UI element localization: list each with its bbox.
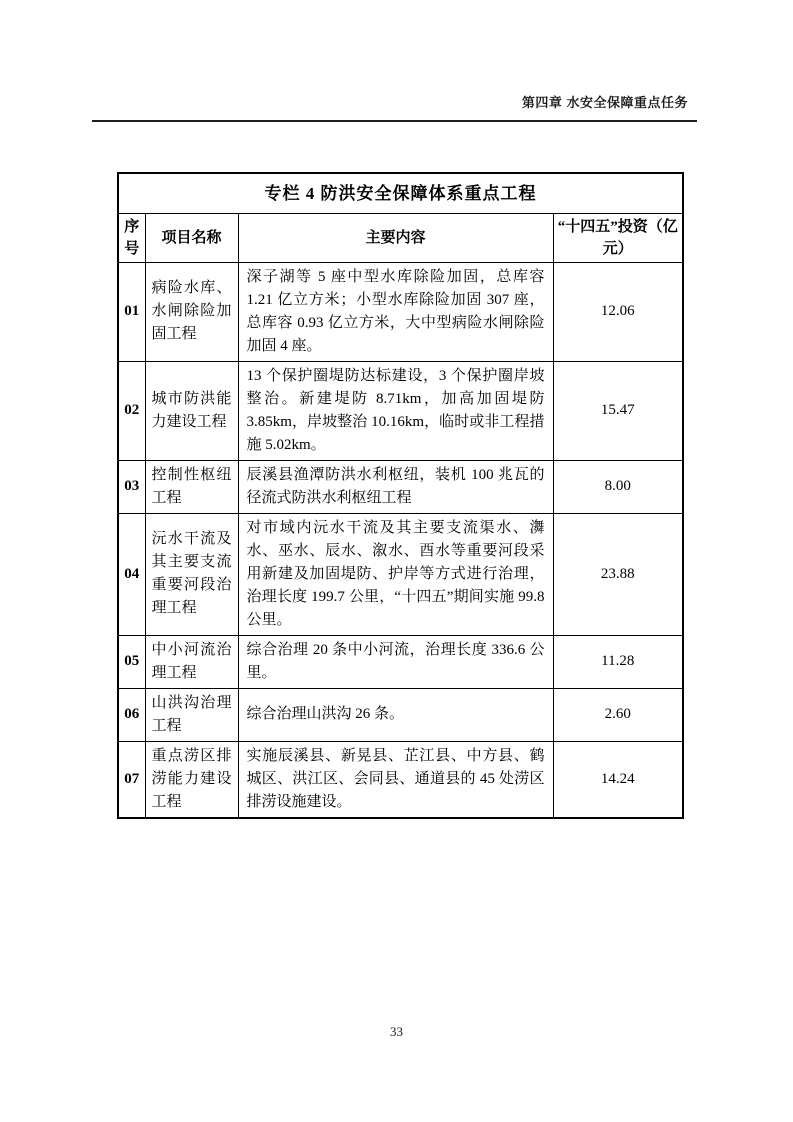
column-header-investment: “十四五”投资（亿元） (553, 213, 683, 262)
table-title-row (118, 173, 683, 213)
investment-cell: 11.28 (553, 635, 683, 688)
investment-cell: 15.47 (553, 361, 683, 460)
investment-cell: 8.00 (553, 460, 683, 513)
project-name-cell: 山洪沟治理工程 (145, 688, 238, 741)
table-header-row (118, 213, 683, 262)
table-row (118, 513, 683, 635)
content-cell: 综合治理山洪沟 26 条。 (238, 688, 553, 741)
row-number-cell: 07 (118, 741, 145, 818)
project-name-cell: 病险水库、水闸除险加固工程 (145, 262, 238, 361)
content-cell: 辰溪县渔潭防洪水利枢纽，装机 100 兆瓦的径流式防洪水利枢纽工程 (238, 460, 553, 513)
investment-cell: 12.06 (553, 262, 683, 361)
chapter-header: 第四章 水安全保障重点任务 (521, 95, 688, 110)
investment-cell: 2.60 (553, 688, 683, 741)
project-name-cell: 重点涝区排涝能力建设工程 (145, 741, 238, 818)
header-rule (92, 120, 697, 122)
table-row (118, 460, 683, 513)
projects-table (117, 172, 684, 819)
project-name-cell: 沅水干流及其主要支流重要河段治理工程 (145, 513, 238, 635)
row-number-cell: 06 (118, 688, 145, 741)
investment-cell: 14.24 (553, 741, 683, 818)
column-header-no: 序号 (118, 213, 145, 262)
column-header-name: 项目名称 (145, 213, 238, 262)
content-cell: 对市域内沅水干流及其主要支流渠水、㵲水、巫水、辰水、溆水、酉水等重要河段采用新建及加固堤防、护岸等方式进行治理，治理长度 199.7 公里，“十四五”期间实施 99.8 公里。 (238, 513, 553, 635)
row-number-cell: 05 (118, 635, 145, 688)
project-name-cell: 城市防洪能力建设工程 (145, 361, 238, 460)
investment-cell: 23.88 (553, 513, 683, 635)
table-row (118, 262, 683, 361)
content-cell: 深子湖等 5 座中型水库除险加固，总库容 1.21 亿立方米；小型水库除险加固 307 座，总库容 0.93 亿立方米，大中型病险水闸除险加固 4 座。 (238, 262, 553, 361)
page-number: 33 (390, 1024, 403, 1039)
project-name-cell: 控制性枢纽工程 (145, 460, 238, 513)
row-number-cell: 01 (118, 262, 145, 361)
table-row (118, 741, 683, 818)
table-row (118, 688, 683, 741)
content-cell: 实施辰溪县、新晃县、芷江县、中方县、鹤城区、洪江区、会同县、通道县的 45 处涝区排涝设施建设。 (238, 741, 553, 818)
table-row (118, 635, 683, 688)
table-row (118, 361, 683, 460)
content-cell: 13 个保护圈堤防达标建设，3 个保护圈岸坡整治。新建堤防 8.71km，加高加固堤防 3.85km，岸坡整治 10.16km，临时或非工程措施 5.02km。 (238, 361, 553, 460)
row-number-cell: 03 (118, 460, 145, 513)
content-cell: 综合治理 20 条中小河流，治理长度 336.6 公里。 (238, 635, 553, 688)
row-number-cell: 04 (118, 513, 145, 635)
column-header-content: 主要内容 (238, 213, 553, 262)
table-title: 专栏 4 防洪安全保障体系重点工程 (118, 173, 683, 213)
row-number-cell: 02 (118, 361, 145, 460)
project-name-cell: 中小河流治理工程 (145, 635, 238, 688)
